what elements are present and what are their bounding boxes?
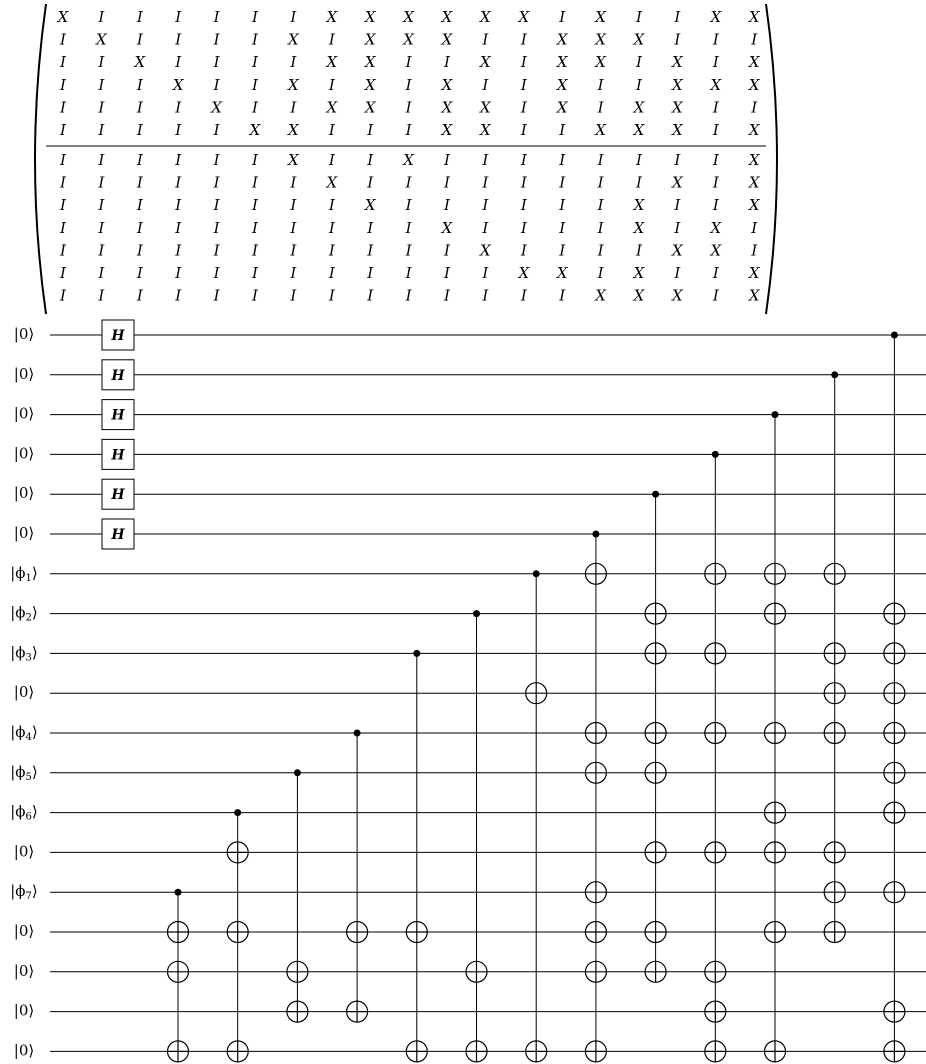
matrix-entry: I <box>290 264 297 282</box>
matrix-entry: X <box>595 286 606 305</box>
matrix-entry: I <box>213 121 220 139</box>
matrix-entry: I <box>98 53 105 72</box>
matrix-entry: I <box>405 241 412 260</box>
matrix-entry: I <box>213 241 220 260</box>
matrix-entry: I <box>98 286 105 305</box>
matrix-entry: I <box>98 75 105 94</box>
matrix-entry: I <box>405 98 412 117</box>
matrix-entry: X <box>633 196 645 215</box>
matrix-entry: I <box>60 241 66 260</box>
matrix-entry: I <box>98 196 105 215</box>
matrix-entry: I <box>712 121 719 139</box>
matrix-entry: I <box>290 286 297 305</box>
matrix-entry: X <box>710 241 722 260</box>
matrix-entry: I <box>405 121 412 139</box>
matrix-entry: I <box>367 218 374 237</box>
qubit-label: |0⟩ <box>13 404 35 423</box>
matrix-entry: X <box>441 75 453 94</box>
matrix-entry: X <box>672 121 683 139</box>
matrix-entry: I <box>636 53 642 72</box>
matrix-entry: X <box>748 196 760 215</box>
matrix-entry: X <box>480 53 491 72</box>
matrix-entry: I <box>136 173 143 192</box>
matrix-entry: I <box>136 151 143 169</box>
matrix-entry: X <box>364 53 376 72</box>
matrix-entry: I <box>367 264 374 282</box>
matrix-entry: I <box>482 218 489 237</box>
qubit-wires <box>50 335 926 1051</box>
matrix-entry: I <box>444 286 450 305</box>
qubit-label: $|\phi_4⟩$ <box>10 723 38 743</box>
matrix-entry: I <box>559 241 566 260</box>
matrix-entry: I <box>405 218 412 237</box>
matrix-entry: I <box>367 151 374 169</box>
matrix-entry: I <box>405 173 412 192</box>
matrix-entry: I <box>520 98 527 117</box>
matrix-entry: X <box>633 98 645 117</box>
qubit-label: |0⟩ <box>13 484 35 503</box>
matrix-entry: I <box>60 98 66 117</box>
matrix-entry: I <box>213 30 220 49</box>
matrix-entry: I <box>252 151 258 169</box>
matrix-entry: X <box>595 121 606 139</box>
matrix-entry: I <box>252 8 258 26</box>
matrix-entry: I <box>328 121 335 139</box>
matrix-entry: I <box>405 75 412 94</box>
matrix-entry: X <box>403 30 414 49</box>
matrix-entry: X <box>748 264 760 282</box>
matrix-entry: X <box>326 53 338 72</box>
matrix-entry: I <box>98 241 105 260</box>
matrix-entry: I <box>444 196 450 215</box>
matrix-entry: I <box>559 173 566 192</box>
matrix-entry: I <box>444 264 450 282</box>
matrix-entry: X <box>326 98 338 117</box>
matrix-entry: I <box>328 30 335 49</box>
qubit-label: |0⟩ <box>13 444 35 463</box>
hadamard-gate-label: H <box>111 407 125 424</box>
matrix-entry: I <box>213 286 220 305</box>
matrix-entry: X <box>748 75 760 94</box>
matrix-entry: X <box>288 151 299 169</box>
matrix-entry: I <box>597 151 604 169</box>
matrix-entry: I <box>98 264 105 282</box>
matrix-entry: I <box>290 173 297 192</box>
matrix-entry: X <box>518 8 530 26</box>
matrix-entry: X <box>441 98 453 117</box>
matrix-entry: I <box>252 30 258 49</box>
qubit-label: |0⟩ <box>13 922 35 940</box>
matrix-entry: I <box>444 53 450 72</box>
control-dot <box>175 889 182 896</box>
matrix-entry: I <box>559 121 566 139</box>
matrix-entry: I <box>175 218 182 237</box>
control-dot <box>473 610 480 617</box>
matrix-entry: I <box>328 286 335 305</box>
matrix-entry: I <box>520 173 527 192</box>
matrix-entry: X <box>633 30 645 49</box>
matrix-entry: X <box>595 30 606 49</box>
matrix-entry: I <box>175 241 182 260</box>
matrix-entry: X <box>364 75 376 94</box>
matrix-entry: I <box>674 264 681 282</box>
matrix-entry: I <box>98 98 105 117</box>
matrix-entry: I <box>520 121 527 139</box>
control-dot <box>891 332 898 339</box>
matrix-entry: I <box>712 151 719 169</box>
matrix-entry: I <box>60 264 66 282</box>
matrix-entry: I <box>597 98 604 117</box>
matrix-entry: X <box>480 8 491 26</box>
matrix-entry: I <box>751 218 758 237</box>
matrix-entry: I <box>328 196 335 215</box>
matrix-entry: I <box>712 98 719 117</box>
matrix-entry: I <box>98 151 105 169</box>
matrix-entry: I <box>712 286 719 305</box>
control-dot <box>234 809 241 816</box>
hadamard-gate-label: H <box>111 527 125 543</box>
matrix-entry: I <box>252 98 258 117</box>
matrix-entry: I <box>328 218 335 237</box>
matrix-entry: X <box>441 30 453 49</box>
control-dot <box>592 531 599 538</box>
matrix-entry: I <box>712 30 719 49</box>
matrix-entry: I <box>213 218 220 237</box>
matrix-entry: I <box>136 75 143 94</box>
matrix-entry: I <box>252 173 258 192</box>
matrix-entry: I <box>636 75 642 94</box>
matrix-entry: I <box>60 218 66 237</box>
stabilizer-matrix <box>35 4 777 314</box>
matrix-entry: I <box>712 173 719 192</box>
matrix-entry: X <box>403 151 414 169</box>
matrix-entry: X <box>633 264 645 282</box>
matrix-entry: X <box>288 30 299 49</box>
qubit-label: |0⟩ <box>13 524 35 542</box>
matrix-entry: I <box>60 151 66 169</box>
matrix-entry: I <box>252 241 258 260</box>
matrix-entry: X <box>672 286 683 305</box>
matrix-entry: I <box>98 173 105 192</box>
matrix-entry: I <box>290 241 297 260</box>
matrix-entry: I <box>136 286 143 305</box>
matrix-entry: I <box>328 151 335 169</box>
matrix-entry: I <box>520 286 527 305</box>
matrix-entry: I <box>597 241 604 260</box>
matrix-entry: I <box>175 196 182 215</box>
hadamard-gates <box>102 320 134 549</box>
matrix-entry: X <box>96 30 107 49</box>
matrix-entry: I <box>213 264 220 282</box>
matrix-entry: I <box>60 75 66 94</box>
matrix-entry: X <box>441 218 453 237</box>
matrix-entry: X <box>710 8 722 26</box>
matrix-entry: I <box>520 53 527 72</box>
cnot-gates <box>168 332 905 1062</box>
matrix-entry: X <box>134 53 146 72</box>
matrix-entry: I <box>559 218 566 237</box>
matrix-entry: I <box>405 286 412 305</box>
matrix-entry: I <box>136 196 143 215</box>
matrix-entry: I <box>597 196 604 215</box>
matrix-entry: X <box>556 98 568 117</box>
matrix-entry: I <box>136 218 143 237</box>
matrix-entry: I <box>175 151 182 169</box>
matrix-entry: X <box>288 121 299 139</box>
matrix-entry: I <box>482 286 489 305</box>
qubit-labels <box>10 325 38 1059</box>
hadamard-gate-label: H <box>111 328 125 344</box>
matrix-entry: X <box>748 121 760 139</box>
matrix-entry: X <box>672 53 683 72</box>
matrix-entry: X <box>748 286 760 305</box>
matrix-entry: X <box>633 286 645 305</box>
matrix-entry: I <box>328 75 335 94</box>
control-dot <box>533 570 540 577</box>
matrix-entry: X <box>326 173 338 192</box>
control-dot <box>652 491 659 498</box>
matrix-entry: I <box>712 264 719 282</box>
matrix-entry: I <box>136 30 143 49</box>
qubit-label: |0⟩ <box>13 1001 35 1020</box>
qubit-label: $|\phi_1⟩$ <box>10 563 38 584</box>
matrix-entry: I <box>175 286 182 305</box>
matrix-entry: I <box>405 53 412 72</box>
matrix-entry: I <box>482 173 489 192</box>
matrix-entry: I <box>290 98 297 117</box>
matrix-entry: I <box>444 173 450 192</box>
control-dot <box>772 411 779 418</box>
matrix-entry: I <box>252 218 258 237</box>
matrix-entry: I <box>482 196 489 215</box>
matrix-entry: X <box>672 98 683 117</box>
matrix-entry: I <box>712 53 719 72</box>
matrix-entry: I <box>213 75 220 94</box>
matrix-entry: I <box>290 196 297 215</box>
matrix-entry: I <box>136 264 143 282</box>
matrix-entry: I <box>60 196 66 215</box>
matrix-entry: I <box>636 151 642 169</box>
matrix-entry: X <box>748 151 760 169</box>
matrix-entry: I <box>674 30 681 49</box>
qubit-label: $|\phi_6⟩$ <box>10 802 38 823</box>
right-paren <box>766 4 777 314</box>
matrix-entry: X <box>633 121 645 139</box>
matrix-entry: X <box>480 241 491 260</box>
matrix-entry: I <box>175 173 182 192</box>
matrix-entry: X <box>672 173 683 192</box>
matrix-entry: I <box>482 151 489 169</box>
matrix-entry: X <box>672 75 683 94</box>
control-dot <box>354 730 361 737</box>
matrix-entry: I <box>136 8 143 26</box>
matrix-entry: I <box>444 241 450 260</box>
matrix-entry: I <box>60 53 66 72</box>
matrix-entry: X <box>326 8 338 26</box>
matrix-entry: I <box>520 218 527 237</box>
hadamard-gate-label: H <box>111 367 125 384</box>
matrix-entry: X <box>249 121 261 139</box>
matrix-entry: I <box>175 121 182 139</box>
matrix-entry: I <box>674 218 681 237</box>
matrix-entry: I <box>98 121 105 139</box>
matrix-entry: I <box>520 241 527 260</box>
matrix-entry: I <box>175 264 182 282</box>
qubit-label: |0⟩ <box>13 961 35 980</box>
matrix-entry: X <box>633 218 645 237</box>
matrix-entry: X <box>556 53 568 72</box>
matrix-entry: I <box>252 53 258 72</box>
qubit-label: |0⟩ <box>13 364 35 383</box>
matrix-entry: I <box>559 8 566 26</box>
qubit-label: $|\phi_5⟩$ <box>10 762 38 783</box>
matrix-entry: X <box>518 264 530 282</box>
matrix-entry: I <box>520 151 527 169</box>
matrix-entry: I <box>751 98 758 117</box>
matrix-entry: I <box>597 218 604 237</box>
qubit-label: $|\phi_3⟩$ <box>10 643 38 663</box>
matrix-entry: I <box>98 8 105 26</box>
matrix-entry: I <box>597 264 604 282</box>
matrix-entry: X <box>403 8 414 26</box>
matrix-entry: I <box>674 151 681 169</box>
matrix-entry: I <box>290 218 297 237</box>
matrix-entry: X <box>364 30 376 49</box>
control-dot <box>294 769 301 776</box>
matrix-entry: I <box>328 241 335 260</box>
matrix-entry: I <box>252 196 258 215</box>
matrix-entry: X <box>748 8 760 26</box>
matrix-entry: I <box>98 218 105 237</box>
matrix-entry: I <box>60 286 66 305</box>
matrix-entry: X <box>595 8 606 26</box>
left-paren <box>35 4 46 314</box>
matrix-entry: I <box>252 264 258 282</box>
matrix-entry: X <box>672 241 683 260</box>
matrix-entry: I <box>136 98 143 117</box>
matrix-entry: I <box>405 264 412 282</box>
matrix-entry: I <box>559 196 566 215</box>
matrix-entry: I <box>520 30 527 49</box>
matrix-entry: I <box>175 98 182 117</box>
matrix-entry: I <box>290 8 297 26</box>
matrix-entry: X <box>211 98 222 117</box>
matrix-entry: X <box>441 121 453 139</box>
matrix-entry: I <box>367 241 374 260</box>
matrix-entry: I <box>482 75 489 94</box>
matrix-entry: I <box>213 173 220 192</box>
hadamard-gate-label: H <box>111 447 125 464</box>
matrix-entry: X <box>710 218 722 237</box>
matrix-entry: X <box>556 264 568 282</box>
matrix-entry: I <box>175 8 182 26</box>
matrix-entry: I <box>482 264 489 282</box>
matrix-entry: I <box>636 173 642 192</box>
matrix-entry: X <box>57 8 69 26</box>
matrix-entry: X <box>172 75 184 94</box>
qubit-label: |0⟩ <box>13 325 35 343</box>
matrix-entry: I <box>751 30 758 49</box>
matrix-entry: X <box>556 30 568 49</box>
matrix-entry: I <box>367 286 374 305</box>
qubit-label: |0⟩ <box>13 842 35 861</box>
qubit-label: |0⟩ <box>13 1041 35 1060</box>
matrix-entry: X <box>364 8 376 26</box>
matrix-entry: X <box>364 196 376 215</box>
matrix-entry: X <box>710 75 722 94</box>
matrix-entry: I <box>175 53 182 72</box>
matrix-entry: I <box>60 121 66 139</box>
matrix-entry: I <box>136 121 143 139</box>
matrix-entry: I <box>482 30 489 49</box>
control-dot <box>831 371 838 378</box>
control-dot <box>413 650 420 657</box>
matrix-entry: I <box>367 121 374 139</box>
matrix-entry: I <box>60 173 66 192</box>
matrix-entry: I <box>751 241 758 260</box>
matrix-entry: I <box>328 264 335 282</box>
matrix-entry: X <box>288 75 299 94</box>
matrix-entry: I <box>213 8 220 26</box>
matrix-entry: I <box>213 53 220 72</box>
matrix-entry: I <box>175 30 182 49</box>
hadamard-gate-label: H <box>111 487 125 504</box>
matrix-entry: X <box>480 98 491 117</box>
matrix-entry: X <box>748 173 760 192</box>
matrix-entry: I <box>559 151 566 169</box>
matrix-entry: I <box>405 196 412 215</box>
matrix-entry: I <box>712 196 719 215</box>
matrix-entry: I <box>290 53 297 72</box>
matrix-entry: I <box>367 173 374 192</box>
matrix-entry: I <box>559 286 566 305</box>
matrix-entry: X <box>480 121 491 139</box>
matrix-entry: I <box>520 196 527 215</box>
matrix-entry: I <box>252 75 258 94</box>
matrix-entry: I <box>597 173 604 192</box>
matrix-entry: X <box>364 98 376 117</box>
matrix-entry: X <box>556 75 568 94</box>
qubit-label: |0⟩ <box>13 683 35 702</box>
matrix-entry: I <box>136 241 143 260</box>
matrix-entry: I <box>674 196 681 215</box>
matrix-entry: I <box>213 196 220 215</box>
matrix-entry: X <box>441 8 453 26</box>
matrix-entry: I <box>444 151 450 169</box>
matrix-entry: I <box>60 30 66 49</box>
matrix-entry: I <box>597 75 604 94</box>
matrix-entry: I <box>674 8 681 26</box>
matrix-entry: I <box>636 241 642 260</box>
control-dot <box>712 451 719 458</box>
matrix-entry: X <box>748 53 760 72</box>
qubit-label: $|\phi_7⟩$ <box>10 882 38 902</box>
matrix-entry: I <box>213 151 220 169</box>
matrix-entry: I <box>520 75 527 94</box>
matrix-entry: I <box>252 286 258 305</box>
qubit-label: $|\phi_2⟩$ <box>10 603 38 624</box>
matrix-entry: I <box>636 8 642 26</box>
matrix-entry: X <box>595 53 606 72</box>
